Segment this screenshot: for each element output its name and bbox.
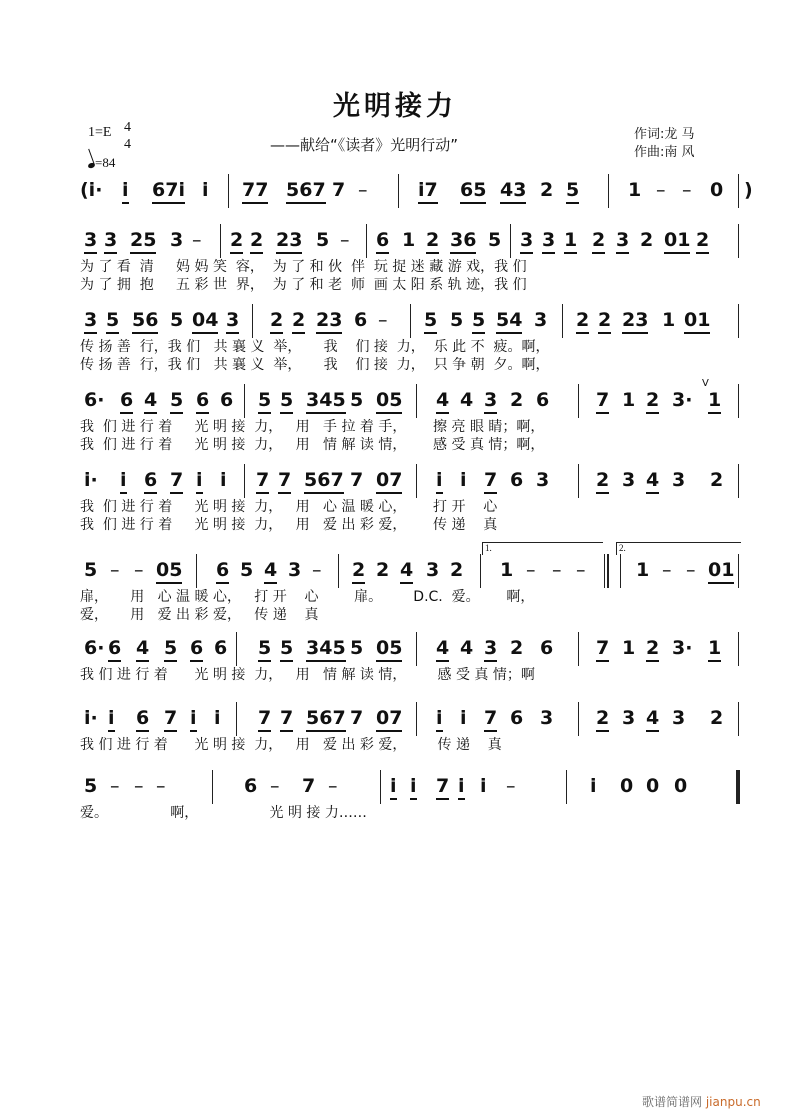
note: i <box>436 468 443 494</box>
sustain-dash: – <box>312 559 322 581</box>
note: 3 <box>672 707 686 729</box>
barline <box>738 384 739 418</box>
note: 2 <box>376 559 390 581</box>
note: 4 <box>460 389 474 411</box>
note: 3 <box>484 636 497 662</box>
barline <box>608 174 609 208</box>
sustain-dash: – <box>682 179 692 201</box>
barline <box>738 224 739 258</box>
barline <box>562 304 563 338</box>
sustain-dash: – <box>506 775 516 797</box>
note: 2 <box>426 228 439 254</box>
note: 567 <box>306 706 346 732</box>
note: 7 <box>278 468 291 494</box>
sustain-dash: – <box>526 559 536 581</box>
note: 5 <box>84 559 98 581</box>
note: 6 <box>214 637 228 659</box>
note: 01 <box>708 558 734 584</box>
note: ) <box>744 179 753 201</box>
repeat-double-barline <box>604 554 609 588</box>
note: 5 <box>350 389 364 411</box>
barline <box>578 384 579 418</box>
note: i7 <box>418 178 438 204</box>
note: 3· <box>672 389 693 411</box>
note: 2 <box>270 308 283 334</box>
note: 23 <box>316 308 342 334</box>
note: 5 <box>316 229 330 251</box>
barline <box>244 464 245 498</box>
note: i· <box>84 469 98 491</box>
note: 5 <box>164 636 177 662</box>
subtitle: ——献给“《读者》光明行动” <box>270 136 459 154</box>
note: 3 <box>534 309 548 331</box>
note: i <box>390 774 397 800</box>
sustain-dash: – <box>110 775 120 797</box>
note: 1 <box>708 388 721 414</box>
note: 2 <box>710 707 724 729</box>
note: (i· <box>80 179 103 201</box>
note: 6 <box>540 637 554 659</box>
note: 04 <box>192 308 218 334</box>
volta-first-ending: 1. <box>482 542 603 555</box>
lyrics-verse-2: 我 们 进 行 着 光 明 接 力， 用 情 解 读 情， 感 受 真 情；啊， <box>80 437 545 453</box>
note: 3 <box>426 559 440 581</box>
barline <box>212 770 213 804</box>
barline <box>510 224 511 258</box>
lyrics-verse-1: 传 扬 善 行，我 们 共 襄 义 举， 我 们 接 力， 乐 此 不 疲。啊， <box>80 339 550 355</box>
note: 4 <box>136 636 149 662</box>
note: i <box>214 707 221 729</box>
note: 7 <box>484 706 497 732</box>
note: 2 <box>596 706 609 732</box>
note: 5 <box>240 559 254 581</box>
note: 5 <box>280 388 293 414</box>
note: 7 <box>170 468 183 494</box>
note: 5 <box>84 775 98 797</box>
note: i <box>480 775 487 797</box>
watermark-en: jianpu.cn <box>705 1095 761 1109</box>
note: 01 <box>684 308 710 334</box>
note: 3 <box>84 308 97 334</box>
note: 2 <box>576 308 589 334</box>
note: 23 <box>622 308 648 334</box>
note: 3 <box>104 228 117 254</box>
note: 2 <box>510 637 524 659</box>
lyrics-verse-1: 扉， 用 心 温 暖 心， 打 开 心 扉。 D.C. 爱。 啊， <box>80 589 535 605</box>
composer: 作曲:南 风 <box>634 145 695 160</box>
barline <box>620 554 621 588</box>
note: i <box>202 179 209 201</box>
credits <box>634 126 695 162</box>
note: 1 <box>622 637 636 659</box>
note: 2 <box>646 388 659 414</box>
note: 3 <box>520 228 533 254</box>
sustain-dash: – <box>656 179 666 201</box>
tempo-marking <box>88 155 115 171</box>
sustain-dash: – <box>328 775 338 797</box>
barline <box>738 464 739 498</box>
note: 4 <box>264 558 277 584</box>
site-watermark <box>642 1093 761 1110</box>
note: 1 <box>500 559 514 581</box>
note: 7 <box>350 469 364 491</box>
note: 0 <box>710 179 724 201</box>
note: 2 <box>292 308 305 334</box>
note: i <box>458 774 465 800</box>
note: 6 <box>190 636 203 662</box>
note: 345 <box>306 636 346 662</box>
note: 6 <box>144 468 157 494</box>
note: 2 <box>352 558 365 584</box>
note: 7 <box>164 706 177 732</box>
note: 07 <box>376 468 402 494</box>
note: i <box>120 468 127 494</box>
note: 6 <box>244 775 258 797</box>
note: i <box>108 706 115 732</box>
note: 3 <box>622 469 636 491</box>
note: 2 <box>510 389 524 411</box>
note: 7 <box>596 636 609 662</box>
note: 5 <box>106 308 119 334</box>
note: 345 <box>306 388 346 414</box>
note: 54 <box>496 308 522 334</box>
barline <box>578 632 579 666</box>
breath-mark: V <box>702 378 709 389</box>
note: 1 <box>628 179 642 201</box>
note: 6 <box>536 389 550 411</box>
note: i <box>410 774 417 800</box>
watermark-cn: 歌谱简谱网 <box>642 1095 703 1109</box>
barline <box>236 702 237 736</box>
time-signature-top: 4 <box>124 120 131 135</box>
barline <box>366 224 367 258</box>
note: 2 <box>250 228 263 254</box>
note: 7 <box>596 388 609 414</box>
note: 3 <box>170 229 184 251</box>
note: 6 <box>510 469 524 491</box>
note: 3 <box>484 388 497 414</box>
barline <box>416 384 417 418</box>
note: 05 <box>156 558 182 584</box>
lyrics-line: 爱。 啊， 光 明 接 力…… <box>80 805 367 821</box>
note: i <box>190 706 197 732</box>
lyrics-verse-2: 为 了 拥 抱 五 彩 世 界， 为 了 和 老 师 画 太 阳 系 轨 迹，我 们 <box>80 277 527 293</box>
note: 05 <box>376 388 402 414</box>
page-title: 光明接力 <box>333 91 457 122</box>
barline <box>416 702 417 736</box>
barline <box>252 304 253 338</box>
note: 01 <box>664 228 690 254</box>
time-signature <box>124 119 131 153</box>
note: 2 <box>710 469 724 491</box>
sustain-dash: – <box>134 775 144 797</box>
note: 07 <box>376 706 402 732</box>
barline <box>236 632 237 666</box>
note: 5 <box>424 308 437 334</box>
barline <box>578 702 579 736</box>
barline <box>380 770 381 804</box>
note: i <box>122 178 129 204</box>
note: 56 <box>132 308 158 334</box>
note: 3· <box>672 637 693 659</box>
sustain-dash: – <box>686 559 696 581</box>
time-signature-bottom: 4 <box>124 137 131 152</box>
note: 4 <box>436 636 449 662</box>
final-barline <box>736 770 740 804</box>
lyrics-line: 我 们 进 行 着 光 明 接 力， 用 爱 出 彩 爱， 传 递 真 <box>80 737 502 753</box>
note: 3 <box>84 228 97 254</box>
note: 5 <box>350 637 364 659</box>
note: 3 <box>672 469 686 491</box>
barline <box>480 554 481 588</box>
sustain-dash: – <box>378 309 388 331</box>
note: 3 <box>622 707 636 729</box>
note: 43 <box>500 178 526 204</box>
sustain-dash: – <box>340 229 350 251</box>
note: 3 <box>226 308 239 334</box>
sustain-dash: – <box>552 559 562 581</box>
sustain-dash: – <box>156 775 166 797</box>
note: 4 <box>646 706 659 732</box>
note: 2 <box>450 559 464 581</box>
note: 36 <box>450 228 476 254</box>
note: 23 <box>276 228 302 254</box>
note: 6· <box>84 389 105 411</box>
note: 3 <box>288 559 302 581</box>
note: 1 <box>622 389 636 411</box>
note: i <box>436 706 443 732</box>
sustain-dash: – <box>358 179 368 201</box>
note: i <box>220 469 227 491</box>
note: 1 <box>662 309 676 331</box>
barline <box>220 224 221 258</box>
note: 7 <box>280 706 293 732</box>
note: 4 <box>460 637 474 659</box>
note: 7 <box>302 775 316 797</box>
lyrics-line: 我 们 进 行 着 光 明 接 力， 用 情 解 读 情， 感 受 真 情；啊 <box>80 667 535 683</box>
note: 6 <box>120 388 133 414</box>
sustain-dash: – <box>270 775 280 797</box>
note: 1 <box>564 228 577 254</box>
note: 4 <box>436 388 449 414</box>
barline <box>738 174 739 208</box>
note: 7 <box>258 706 271 732</box>
note: i <box>590 775 597 797</box>
note: 5 <box>258 388 271 414</box>
key-signature: 1=E <box>88 125 112 140</box>
lyrics-verse-1: 为 了 看 清 妈 妈 笑 容， 为 了 和 伙 伴 玩 捉 迷 藏 游 戏，我 们 <box>80 259 527 275</box>
note: 67i <box>152 178 185 204</box>
note: 0 <box>646 775 660 797</box>
note: 5 <box>280 636 293 662</box>
note: 05 <box>376 636 402 662</box>
lyricist: 作词:龙 马 <box>634 127 695 142</box>
note: 2 <box>646 636 659 662</box>
note: 5 <box>170 388 183 414</box>
note: 65 <box>460 178 486 204</box>
note: 0 <box>674 775 688 797</box>
lyrics-verse-2: 传 扬 善 行，我 们 共 襄 义 举， 我 们 接 力， 只 争 朝 夕。啊， <box>80 357 550 373</box>
note: 5 <box>566 178 579 204</box>
note: 6 <box>220 389 234 411</box>
barline <box>738 632 739 666</box>
sustain-dash: – <box>110 559 120 581</box>
note: 567 <box>304 468 344 494</box>
volta-second-ending: 2. <box>616 542 741 555</box>
barline <box>738 702 739 736</box>
barline <box>416 632 417 666</box>
barline <box>578 464 579 498</box>
sustain-dash: – <box>192 229 202 251</box>
note: 2 <box>596 468 609 494</box>
barline <box>228 174 229 208</box>
note: 2 <box>598 308 611 334</box>
note: 5 <box>472 308 485 334</box>
note: 25 <box>130 228 156 254</box>
note: 3 <box>542 228 555 254</box>
barline <box>244 384 245 418</box>
note: 77 <box>242 178 268 204</box>
note: 4 <box>144 388 157 414</box>
note: 1 <box>402 229 416 251</box>
note: i· <box>84 707 98 729</box>
note: 2 <box>640 229 654 251</box>
note: 4 <box>646 468 659 494</box>
note: i <box>460 707 467 729</box>
note: 567 <box>286 178 326 204</box>
note: i <box>196 468 203 494</box>
note: 0 <box>620 775 634 797</box>
note: 7 <box>256 468 269 494</box>
note: 7 <box>484 468 497 494</box>
note: 3 <box>536 469 550 491</box>
note: 5 <box>258 636 271 662</box>
note: 5 <box>450 309 464 331</box>
barline <box>196 554 197 588</box>
lyrics-verse-1: 我 们 进 行 着 光 明 接 力， 用 手 拉 着 手， 擦 亮 眼 睛；啊， <box>80 419 545 435</box>
lyrics-verse-2: 我 们 进 行 着 光 明 接 力， 用 爱 出 彩 爱， 传 递 真 <box>80 517 498 533</box>
note: 6 <box>216 558 229 584</box>
note: 4 <box>400 558 413 584</box>
barline <box>338 554 339 588</box>
note: 5 <box>488 229 502 251</box>
note: 2 <box>540 179 554 201</box>
note: 6· <box>84 637 105 659</box>
note: 6 <box>376 228 389 254</box>
note: 6 <box>108 636 121 662</box>
barline <box>738 304 739 338</box>
note: i <box>460 469 467 491</box>
note: 6 <box>136 706 149 732</box>
tempo-value: =84 <box>95 155 116 170</box>
sustain-dash: – <box>134 559 144 581</box>
note: 2 <box>230 228 243 254</box>
note: 6 <box>196 388 209 414</box>
barline <box>416 464 417 498</box>
barline <box>398 174 399 208</box>
note: 2 <box>592 228 605 254</box>
note: 5 <box>170 309 184 331</box>
note: 1 <box>708 636 721 662</box>
note: 3 <box>616 228 629 254</box>
barline <box>566 770 567 804</box>
note: 6 <box>354 309 368 331</box>
barline <box>738 554 739 588</box>
note: 2 <box>696 228 709 254</box>
sustain-dash: – <box>576 559 586 581</box>
lyrics-verse-1: 我 们 进 行 着 光 明 接 力， 用 心 温 暖 心， 打 开 心 <box>80 499 498 515</box>
note: 7 <box>436 774 449 800</box>
sustain-dash: – <box>662 559 672 581</box>
note: 6 <box>510 707 524 729</box>
note: 7 <box>350 707 364 729</box>
note: 1 <box>636 559 650 581</box>
barline <box>410 304 411 338</box>
note: 3 <box>540 707 554 729</box>
lyrics-verse-2: 爱， 用 爱 出 彩 爱， 传 递 真 <box>80 607 319 623</box>
note: 7 <box>332 179 346 201</box>
